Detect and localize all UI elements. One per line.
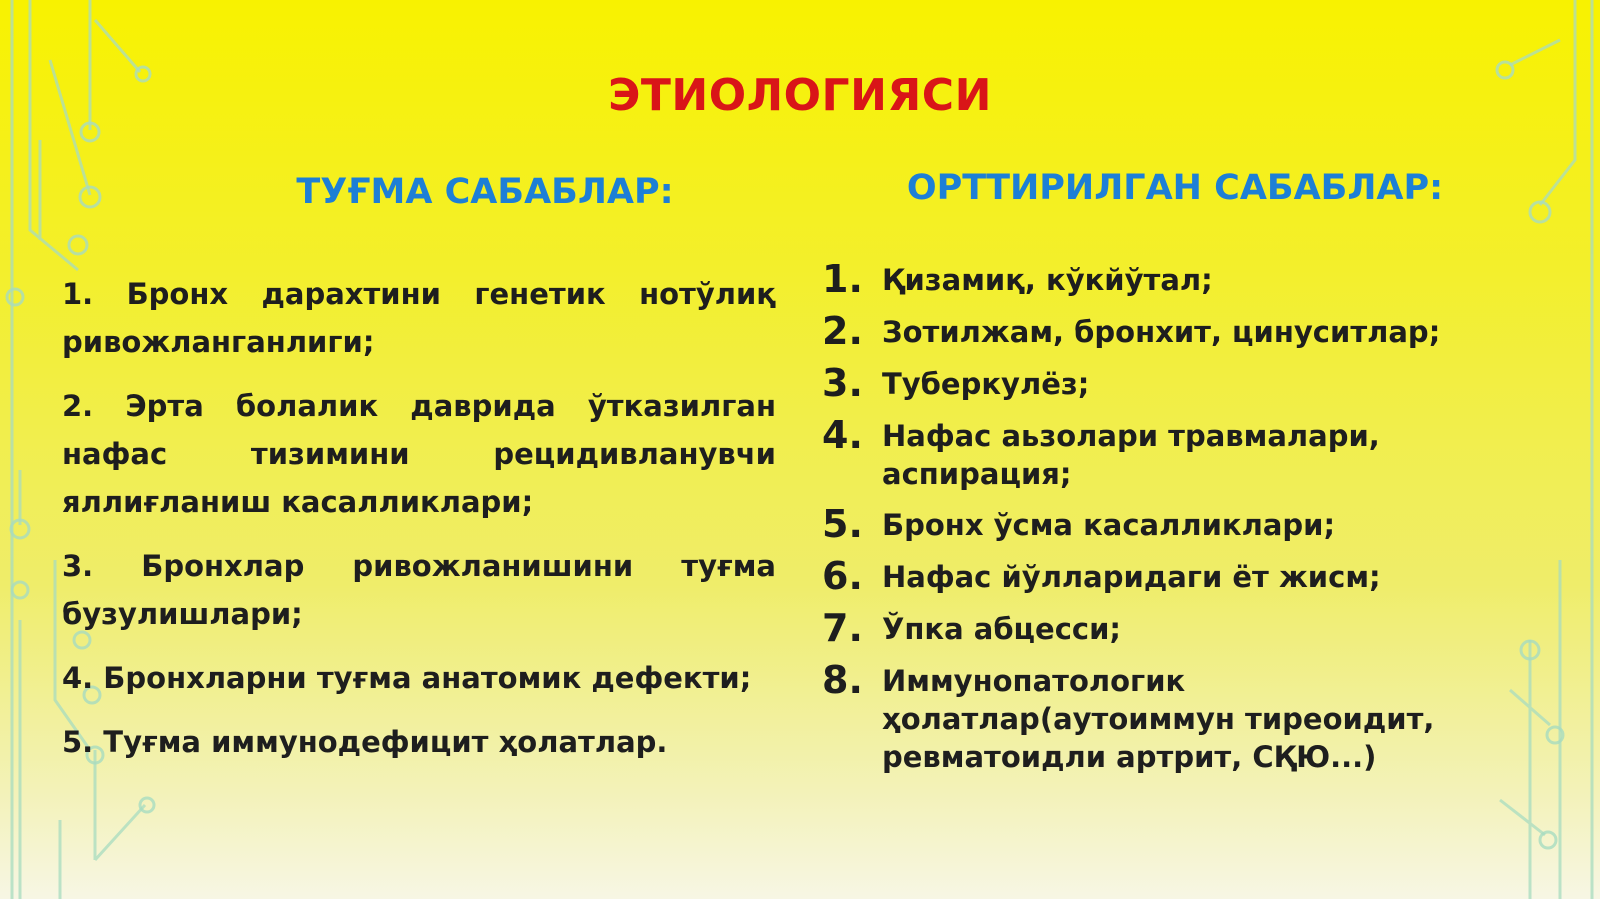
item-number: 3. bbox=[822, 361, 863, 405]
acquired-causes-heading: ОРТТИРИЛГАН САБАБЛАР: bbox=[906, 168, 1444, 208]
item-number: 2. bbox=[822, 309, 863, 353]
item-text: Ўпка абцесси; bbox=[882, 612, 1122, 646]
congenital-cause-item: 5. Туғма иммунодефицит ҳолатлар. bbox=[62, 725, 668, 759]
item-text: Нафас йўлларидаги ёт жисм; bbox=[882, 560, 1381, 594]
acquired-cause-item bbox=[822, 555, 1522, 597]
acquired-cause-item bbox=[822, 258, 1522, 300]
congenital-cause-item: 3. Бронхлар ривожланишини туғма бузулишлари; bbox=[62, 549, 776, 631]
slide-title: ЭТИОЛОГИЯСИ bbox=[608, 70, 992, 121]
acquired-cause-item bbox=[822, 607, 1522, 649]
item-number: 6. bbox=[822, 554, 863, 598]
item-text: Туберкулёз; bbox=[882, 367, 1090, 401]
item-number: 1. bbox=[822, 257, 863, 301]
acquired-cause-item bbox=[822, 503, 1522, 545]
item-text: Нафас аьзолари травмалари, аспирация; bbox=[882, 419, 1380, 491]
item-text: Қизамиқ, кўкйўтал; bbox=[882, 263, 1213, 297]
congenital-causes-heading: ТУҒМА САБАБЛАР: bbox=[296, 172, 674, 212]
item-text: Зотилжам, бронхит, цинуситлар; bbox=[882, 315, 1441, 349]
congenital-cause-item: 1. Бронх дарахтини генетик нотўлиқ ривожланганлиги; bbox=[62, 277, 776, 359]
acquired-cause-item bbox=[822, 362, 1522, 404]
item-number: 8. bbox=[822, 658, 863, 702]
item-text: Иммунопатологик ҳолатлар(аутоиммун тиреоидит, ревматоидли артрит, СҚЮ...) bbox=[882, 664, 1435, 774]
congenital-causes-list bbox=[62, 270, 776, 782]
acquired-cause-item bbox=[822, 659, 1522, 776]
congenital-cause-item: 4. Бронхларни туғма анатомик дефекти; bbox=[62, 661, 752, 695]
acquired-cause-item bbox=[822, 414, 1522, 493]
item-number: 5. bbox=[822, 502, 863, 546]
item-number: 4. bbox=[822, 413, 863, 457]
congenital-cause-item: 2. Эрта болалик даврида ўтказилган нафас тизимини рецидивланувчи яллиғланиш касалликлари; bbox=[62, 389, 776, 519]
item-number: 7. bbox=[822, 606, 863, 650]
acquired-causes-list bbox=[822, 258, 1522, 786]
acquired-cause-item bbox=[822, 310, 1522, 352]
item-text: Бронх ўсма касалликлари; bbox=[882, 508, 1336, 542]
